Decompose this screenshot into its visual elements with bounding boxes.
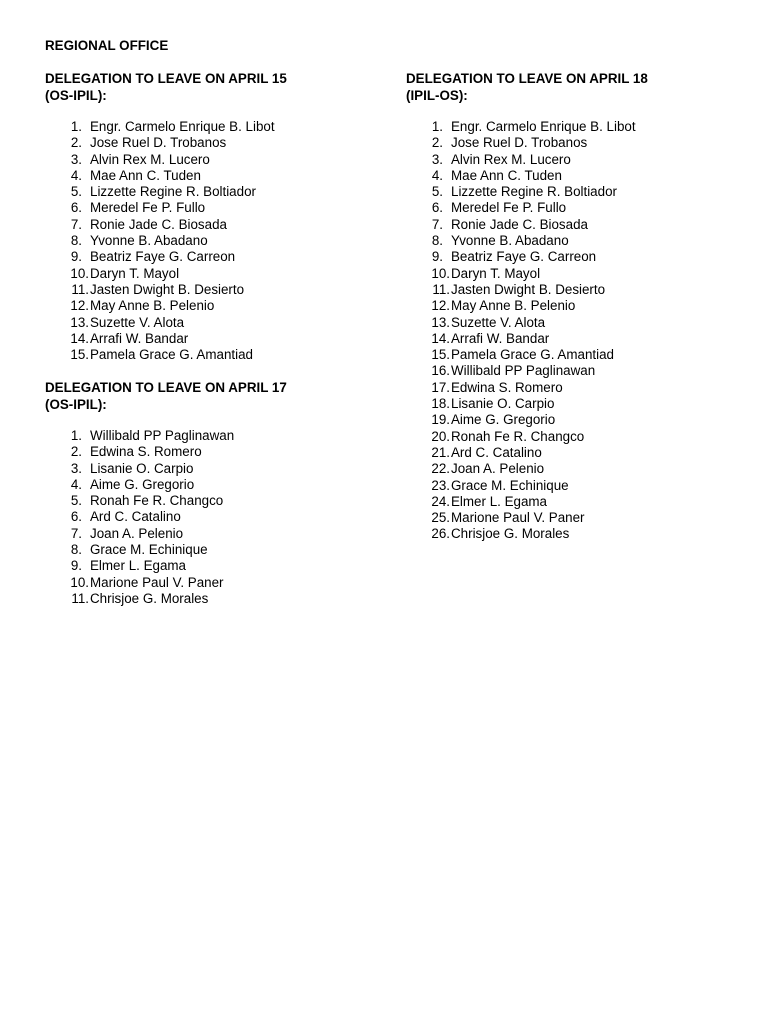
item-number: 14.	[70, 330, 89, 346]
delegate-name: May Anne B. Pelenio	[451, 298, 576, 314]
item-number: 10.	[70, 574, 89, 590]
item-number: 15.	[431, 347, 450, 363]
delegate-name: Jose Ruel D. Trobanos	[90, 135, 227, 151]
item-number: 10.	[431, 265, 450, 281]
delegate-item	[45, 298, 365, 314]
item-number: 20.	[431, 428, 450, 444]
delegate-item	[45, 266, 365, 282]
item-number: 15.	[70, 347, 89, 363]
delegate-item	[45, 119, 365, 135]
delegate-name: Elmer L. Egama	[451, 493, 548, 509]
item-number: 5.	[431, 184, 443, 200]
item-number: 4.	[70, 167, 82, 183]
section-heading	[45, 70, 365, 104]
item-number: 11.	[71, 281, 89, 297]
delegate-name: Lisanie O. Carpio	[90, 460, 194, 476]
delegate-item	[406, 200, 726, 216]
delegate-list	[45, 119, 365, 363]
item-number: 8.	[431, 233, 443, 249]
item-number: 6.	[431, 200, 443, 216]
item-number: 7.	[70, 525, 82, 541]
item-number: 11.	[71, 590, 89, 606]
item-number: 19.	[431, 412, 450, 428]
delegate-item	[406, 510, 726, 526]
delegate-item	[406, 478, 726, 494]
delegate-item	[45, 558, 365, 574]
office-title: REGIONAL OFFICE	[45, 38, 169, 53]
delegate-item	[45, 526, 365, 542]
delegate-item	[406, 217, 726, 233]
delegate-item	[406, 168, 726, 184]
item-number: 3.	[70, 460, 82, 476]
delegation-section-april-17	[45, 379, 365, 607]
delegate-name: Grace M. Echinique	[90, 542, 208, 558]
delegate-name: Jasten Dwight B. Desierto	[90, 281, 245, 297]
delegate-name: Willibald PP Paglinawan	[90, 428, 235, 443]
item-number: 26.	[431, 526, 450, 542]
delegate-name: Joan A. Pelenio	[90, 525, 184, 541]
delegate-name: Lisanie O. Carpio	[451, 396, 555, 412]
delegate-item	[406, 461, 726, 477]
delegate-item	[406, 266, 726, 282]
delegate-name: Daryn T. Mayol	[451, 265, 541, 281]
delegate-item	[406, 249, 726, 265]
delegation-section-april-15	[45, 70, 365, 363]
heading-line-1: DELEGATION TO LEAVE ON APRIL 15	[45, 71, 287, 86]
delegate-item	[45, 493, 365, 509]
delegate-item	[45, 542, 365, 558]
delegate-name: Chrisjoe G. Morales	[451, 526, 570, 542]
delegate-item	[45, 168, 365, 184]
delegate-name: Marione Paul V. Paner	[451, 510, 585, 526]
delegate-name: Alvin Rex M. Lucero	[451, 151, 571, 167]
delegate-item	[45, 461, 365, 477]
delegate-name: Suzette V. Alota	[451, 314, 546, 330]
delegate-item	[406, 429, 726, 445]
delegate-name: Marione Paul V. Paner	[90, 574, 224, 590]
delegate-name: Daryn T. Mayol	[90, 265, 180, 281]
item-number: 6.	[70, 200, 82, 216]
delegate-item	[406, 152, 726, 168]
delegation-section-april-18	[406, 70, 726, 543]
delegate-item	[45, 315, 365, 331]
delegate-item	[45, 135, 365, 151]
item-number: 2.	[70, 135, 82, 151]
item-number: 13.	[70, 314, 89, 330]
item-number: 13.	[431, 314, 450, 330]
delegate-name: Engr. Carmelo Enrique B. Libot	[451, 119, 636, 134]
delegate-item	[406, 282, 726, 298]
delegate-item	[406, 445, 726, 461]
item-number: 5.	[70, 493, 82, 509]
item-number: 2.	[431, 135, 443, 151]
delegate-name: Beatriz Faye G. Carreon	[451, 249, 597, 265]
delegate-item	[406, 380, 726, 396]
delegate-name: Elmer L. Egama	[90, 558, 187, 574]
delegate-name: Alvin Rex M. Lucero	[90, 151, 210, 167]
delegate-item	[406, 363, 726, 379]
delegate-name: Ronie Jade C. Biosada	[451, 216, 588, 232]
item-number: 16.	[431, 363, 450, 379]
delegate-name: Engr. Carmelo Enrique B. Libot	[90, 119, 275, 134]
delegate-name: Jasten Dwight B. Desierto	[451, 281, 606, 297]
item-number: 8.	[70, 542, 82, 558]
delegate-name: Meredel Fe P. Fullo	[451, 200, 567, 216]
delegate-name: Mae Ann C. Tuden	[90, 167, 201, 183]
delegate-name: Pamela Grace G. Amantiad	[90, 347, 253, 363]
delegate-name: Ard C. Catalino	[451, 444, 542, 460]
delegate-name: Edwina S. Romero	[90, 444, 202, 460]
delegate-name: Grace M. Echinique	[451, 477, 569, 493]
delegate-item	[45, 184, 365, 200]
delegate-item	[45, 591, 365, 607]
delegate-list	[45, 428, 365, 607]
delegate-name: Edwina S. Romero	[451, 379, 563, 395]
item-number: 1.	[70, 428, 82, 443]
delegate-item	[406, 347, 726, 363]
delegate-name: Arrafi W. Bandar	[90, 330, 189, 346]
delegate-list	[406, 119, 726, 543]
delegate-name: Ronah Fe R. Changco	[90, 493, 224, 509]
item-number: 11.	[432, 281, 450, 297]
item-number: 24.	[431, 493, 450, 509]
delegate-item	[45, 282, 365, 298]
item-number: 5.	[70, 184, 82, 200]
delegate-item	[406, 233, 726, 249]
item-number: 3.	[431, 151, 443, 167]
item-number: 23.	[431, 477, 450, 493]
item-number: 18.	[431, 396, 450, 412]
item-number: 22.	[431, 461, 450, 477]
delegate-name: Joan A. Pelenio	[451, 461, 545, 477]
item-number: 3.	[70, 151, 82, 167]
delegate-item	[45, 249, 365, 265]
item-number: 9.	[70, 249, 82, 265]
item-number: 1.	[431, 119, 443, 134]
delegate-item	[406, 412, 726, 428]
delegate-item	[406, 184, 726, 200]
delegate-name: Suzette V. Alota	[90, 314, 185, 330]
item-number: 12.	[70, 298, 89, 314]
heading-line-2: (OS-IPIL):	[45, 397, 107, 412]
item-number: 17.	[431, 379, 450, 395]
item-number: 14.	[431, 330, 450, 346]
delegate-name: Lizzette Regine R. Boltiador	[90, 184, 256, 200]
item-number: 4.	[431, 167, 443, 183]
delegate-name: Pamela Grace G. Amantiad	[451, 347, 614, 363]
delegate-name: Ard C. Catalino	[90, 509, 181, 525]
delegate-name: Aime G. Gregorio	[90, 476, 195, 492]
delegate-item	[406, 315, 726, 331]
delegate-item	[45, 331, 365, 347]
item-number: 21.	[431, 444, 450, 460]
heading-line-1: DELEGATION TO LEAVE ON APRIL 18	[406, 71, 648, 86]
delegate-item	[45, 444, 365, 460]
delegate-name: Beatriz Faye G. Carreon	[90, 249, 236, 265]
delegate-item	[45, 509, 365, 525]
delegate-name: May Anne B. Pelenio	[90, 298, 215, 314]
delegate-item	[406, 119, 726, 135]
section-heading	[45, 379, 365, 413]
heading-line-2: (IPIL-OS):	[406, 88, 468, 103]
delegate-item	[406, 135, 726, 151]
item-number: 1.	[70, 119, 82, 134]
delegate-name: Jose Ruel D. Trobanos	[451, 135, 588, 151]
delegate-item	[45, 200, 365, 216]
item-number: 9.	[431, 249, 443, 265]
heading-line-2: (OS-IPIL):	[45, 88, 107, 103]
delegate-item	[45, 477, 365, 493]
delegate-item	[406, 298, 726, 314]
item-number: 9.	[70, 558, 82, 574]
delegate-name: Arrafi W. Bandar	[451, 330, 550, 346]
delegate-name: Yvonne B. Abadano	[451, 233, 569, 249]
delegate-item	[406, 494, 726, 510]
item-number: 25.	[431, 510, 450, 526]
item-number: 2.	[70, 444, 82, 460]
delegate-item	[45, 575, 365, 591]
delegate-item	[45, 152, 365, 168]
item-number: 10.	[70, 265, 89, 281]
delegate-item	[45, 428, 365, 444]
delegate-name: Aime G. Gregorio	[451, 412, 556, 428]
delegate-item	[45, 233, 365, 249]
delegate-name: Mae Ann C. Tuden	[451, 167, 562, 183]
delegate-item	[45, 347, 365, 363]
item-number: 6.	[70, 509, 82, 525]
delegate-name: Meredel Fe P. Fullo	[90, 200, 206, 216]
item-number: 7.	[70, 216, 82, 232]
item-number: 4.	[70, 476, 82, 492]
item-number: 7.	[431, 216, 443, 232]
delegate-name: Ronah Fe R. Changco	[451, 428, 585, 444]
item-number: 12.	[431, 298, 450, 314]
delegate-item	[406, 396, 726, 412]
section-heading	[406, 70, 726, 104]
delegate-name: Willibald PP Paglinawan	[451, 363, 596, 379]
heading-line-1: DELEGATION TO LEAVE ON APRIL 17	[45, 380, 287, 395]
delegate-name: Chrisjoe G. Morales	[90, 590, 209, 606]
item-number: 8.	[70, 233, 82, 249]
delegate-name: Yvonne B. Abadano	[90, 233, 208, 249]
delegate-name: Ronie Jade C. Biosada	[90, 216, 227, 232]
delegate-item	[406, 526, 726, 542]
delegate-name: Lizzette Regine R. Boltiador	[451, 184, 617, 200]
delegate-item	[45, 217, 365, 233]
delegate-item	[406, 331, 726, 347]
